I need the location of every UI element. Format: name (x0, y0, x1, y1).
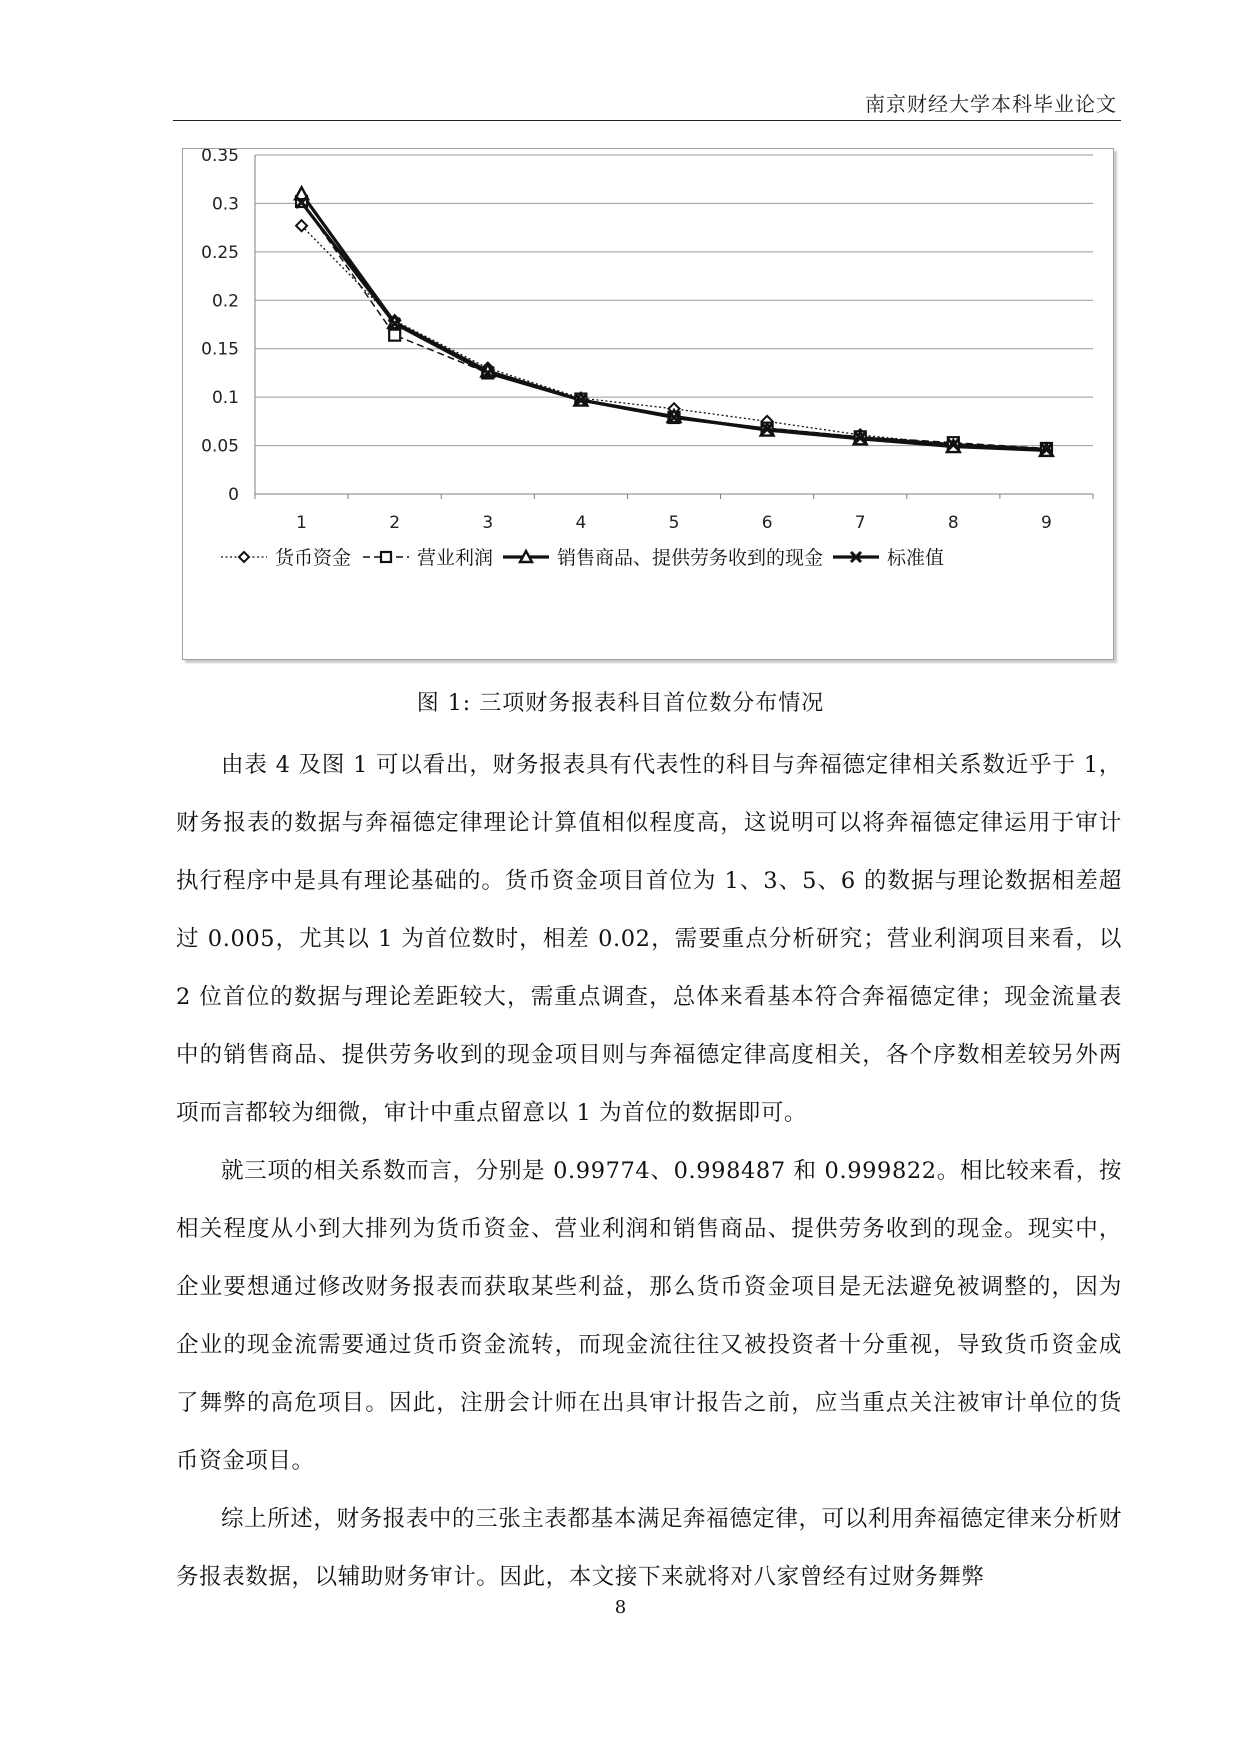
paragraph: 综上所述，财务报表中的三张主表都基本满足奔福德定律，可以利用奔福德定律来分析财务报表数据，以辅助财务审计。因此，本文接下来就将对八家曾经有过财务舞弊 (176, 1506, 1122, 1590)
x-tick-label: 7 (854, 513, 866, 533)
paragraph: 就三项的相关系数而言，分别是 0.99774、0.998487 和 0.999822。相比较来看，按相关程度从小到大排列为货币资金、营业利润和销售商品、提供劳务收到的现金。现实中，企业要想通过修改财务报表而获取某些利益，那么货币资金项目是无法避免被调整的，因为企业的现金流需要通过货币资金流转，而现金流往往又被投资者十分重视，导致货币资金成了舞弊的高危项目。因此，注册会计师在出具审计报告之前，应当重点关注被审计单位的货币资金项目。 (176, 1158, 1122, 1474)
diamond-marker (239, 552, 249, 562)
y-tick-label: 0.15 (201, 339, 239, 360)
y-tick-label: 0.1 (211, 388, 239, 409)
benford-line-chart (183, 149, 1113, 659)
chart-frame (182, 148, 1114, 660)
y-tick-label: 0.3 (211, 194, 239, 215)
legend-label: 营业利润 (417, 547, 494, 569)
legend-label: 销售商品、提供劳务收到的现金 (557, 547, 824, 569)
page-header (173, 84, 1121, 121)
legend-label: 标准值 (887, 547, 945, 569)
header-title: 南京财经大学本科毕业论文 (865, 92, 1117, 116)
y-tick-label: 0.2 (211, 291, 239, 312)
y-tick-label: 0.05 (201, 436, 239, 457)
y-tick-label: 0.25 (201, 242, 239, 263)
y-tick-label: 0.35 (201, 149, 239, 166)
square-marker (389, 330, 400, 341)
x-tick-label: 1 (296, 513, 307, 533)
legend-label: 货币资金 (275, 547, 352, 569)
page-number: 8 (614, 1597, 627, 1618)
paragraph: 由表 4 及图 1 可以看出，财务报表具有代表性的科目与奔福德定律相关系数近乎于 1，财务报表的数据与奔福德定律理论计算值相似程度高，这说明可以将奔福德定律运用于审计执行程序中是具有理论基础的。货币资金项目首位为 1、3、5、6 的数据与理论数据相差超过 0.005，尤其以 1 为首位数时，相差 0.02，需要重点分析研究；营业利润项目来看，以 2 位首位的数据与理论差距较大，需重点调查，总体来看基本符合奔福德定律；现金流量表中的销售商品、提供劳务收到的现金项目则与奔福德定律高度相关，各个序数相差较另外两项而言都较为细微，审计中重点留意以 1 为首位的数据即可。 (176, 752, 1122, 1126)
figure-caption: 图 1: 三项财务报表科目首位数分布情况 (416, 691, 825, 716)
x-tick-label: 2 (389, 513, 401, 533)
triangle-marker (520, 551, 532, 562)
square-marker (381, 552, 391, 562)
x-tick-label: 5 (668, 513, 680, 533)
x-tick-label: 3 (482, 513, 494, 533)
body-text (176, 736, 1122, 1606)
x-tick-label: 9 (1041, 513, 1052, 533)
x-tick-label: 4 (575, 513, 587, 533)
y-tick-label: 0 (228, 485, 239, 505)
x-tick-label: 6 (761, 513, 773, 533)
x-tick-label: 8 (947, 513, 959, 533)
